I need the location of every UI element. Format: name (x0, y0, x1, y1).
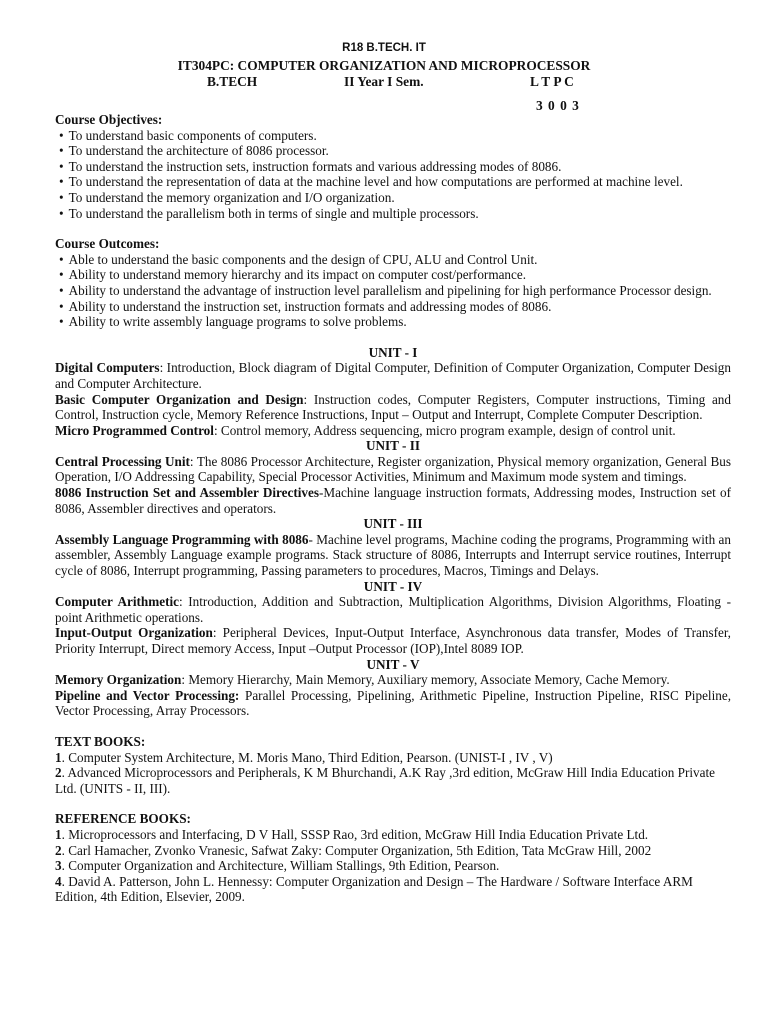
item-text: . Carl Hamacher, Zvonko Vranesic, Safwat Zaky: Computer Organization, 5th Edition, Tata McGraw Hill, 2002 (61, 842, 652, 858)
topic-text: : Peripheral Devices, Input-Output Interface, Asynchronous data transfer, Modes of Transfer, Priority Interrupt, Direct memory Access, Input –Output Processor (IOP),Intel 8089 IOP. (55, 625, 731, 656)
unit-5-title: UNIT - V (366, 656, 420, 672)
textbook-item (55, 750, 731, 766)
topic-heading: Central Processing Unit (55, 453, 190, 469)
objectives-list (55, 128, 731, 222)
unit-5-para (55, 672, 731, 688)
topic-heading: Digital Computers (55, 360, 160, 376)
program-code: R18 B.TECH. IT (342, 42, 426, 54)
reference-item (55, 843, 731, 859)
list-item: • Ability to understand memory hierarchy and its impact on computer cost/performance. (55, 267, 731, 283)
unit-3-para (55, 532, 731, 579)
unit-1-para (55, 360, 731, 391)
outcomes-title: Course Outcomes: (55, 236, 160, 252)
list-item: • Able to understand the basic components and the design of CPU, ALU and Control Unit. (55, 252, 731, 268)
topic-heading: Memory Organization (55, 672, 182, 688)
credits-value: 3 0 0 3 (536, 98, 580, 113)
objectives-title: Course Objectives: (55, 112, 163, 127)
topic-text: Parallel Processing, Pipelining, Arithmetic Pipeline, Instruction Pipeline, RISC Pipeline, Vector Processing, Array Processors. (55, 687, 731, 719)
item-number: 2 (55, 842, 62, 858)
topic-text: : Memory Hierarchy, Main Memory, Auxiliary memory, Associate Memory, Cache Memory. (181, 672, 670, 688)
topic-text: : The 8086 Processor Architecture, Register organization, Physical memory organization, General Bus Operation, I/O Addressing Capability, Special Processor Activities, Minimum and Maximum mode system and timings. (55, 453, 731, 485)
textbook-item (55, 765, 731, 796)
unit-4-para (55, 594, 731, 625)
topic-text: : Instruction codes, Computer Registers, Computer instructions, Timing and Control, Instruction cycle, Memory Reference Instructions, Input – Output and Interrupt, Complete Computer Description. (55, 391, 731, 423)
item-number: 3 (55, 858, 62, 874)
unit-3-title: UNIT - III (363, 516, 423, 532)
topic-heading: Basic Computer Organization and Design (55, 391, 304, 407)
list-item: • To understand the memory organization and I/O organization. (55, 190, 731, 206)
topic-heading: 8086 Instruction Set and Assembler Directives (55, 485, 319, 501)
reference-item (55, 827, 731, 843)
unit-4-para (55, 625, 731, 656)
topic-heading: Assembly Language Programming with 8086 (55, 531, 309, 547)
topic-heading: Micro Programmed Control (55, 422, 214, 438)
topic-text: : Introduction, Addition and Subtraction, Multiplication Algorithms, Division Algorithms, Floating - point Arithmetic operations. (55, 594, 731, 625)
topic-heading: Pipeline and Vector Processing: (55, 687, 240, 703)
topic-text: -Machine language instruction formats, Addressing modes, Instruction set of 8086, Assembler directives and operators. (55, 485, 731, 516)
outcomes-list (55, 252, 731, 330)
list-item: • To understand the parallelism both in terms of single and multiple processors. (55, 206, 731, 222)
list-item: • Ability to understand the instruction set, instruction formats and addressing modes of 8086. (55, 299, 731, 315)
item-text: . Computer Organization and Architecture, William Stallings, 9th Edition, Pearson. (61, 858, 500, 874)
degree-label: B.TECH (207, 74, 258, 89)
year-sem-label: II Year I Sem. (344, 74, 424, 89)
list-item: • To understand the representation of data at the machine level and how computations are performed at machine level. (55, 174, 731, 190)
unit-2-title: UNIT - II (366, 438, 420, 454)
unit-2-para (55, 485, 731, 516)
list-item: • Ability to understand the advantage of instruction level parallelism and pipelining for high performance Processor design. (55, 283, 731, 299)
unit-1-para (55, 392, 731, 423)
topic-text: : Introduction, Block diagram of Digital Computer, Definition of Computer Organization, Computer Design and Computer Architecture. (55, 360, 731, 391)
item-text: . Computer System Architecture, M. Moris Mano, Third Edition, Pearson. (UNIST-I , IV , V) (61, 749, 553, 765)
unit-1-para (55, 423, 731, 439)
course-title: IT304PC: COMPUTER ORGANIZATION AND MICROPROCESSOR (177, 58, 591, 73)
list-item: • To understand the architecture of 8086 processor. (55, 143, 731, 159)
topic-heading: Input-Output Organization (55, 625, 213, 641)
topic-heading: Computer Arithmetic (55, 594, 180, 610)
ltpc-label: L T P C (530, 74, 574, 89)
item-text: . Microprocessors and Interfacing, D V Hall, SSSP Rao, 3rd edition, McGraw Hill India Education Private Ltd. (61, 826, 649, 842)
references-title: REFERENCE BOOKS: (55, 811, 191, 827)
reference-item (55, 858, 731, 874)
unit-4-title: UNIT - IV (363, 578, 423, 594)
syllabus-content (55, 112, 731, 905)
item-number: 4 (55, 873, 62, 889)
unit-1-title: UNIT - I (368, 344, 418, 360)
item-text: . Advanced Microprocessors and Peripherals, K M Bhurchandi, A.K Ray ,3rd edition, McGraw Hill India Education Private Ltd. (UNITS - II, III). (55, 765, 715, 796)
item-number: 2 (55, 765, 62, 781)
textbooks-title: TEXT BOOKS: (55, 733, 146, 749)
item-number: 1 (55, 826, 62, 842)
item-text: . David A. Patterson, John L. Hennessy: Computer Organization and Design – The Hardware / Software Interface ARM Edition, 4th Edition, Elsevier, 2009. (55, 873, 693, 905)
list-item: • To understand the instruction sets, instruction formats and various addressing modes of 8086. (55, 159, 731, 175)
list-item: • To understand basic components of computers. (55, 128, 731, 144)
topic-text: : Control memory, Address sequencing, micro program example, design of control unit. (213, 422, 676, 438)
item-number: 1 (55, 749, 62, 765)
topic-text: - Machine level programs, Machine coding the programs, Programming with an assembler, Assembly Language example programs. Stack structure of 8086, Interrupts and Interrupt service routines, Interrupt cycle of 8086, Interrupt programming, Passing parameters to procedures, Macros, Timings and Delays. (55, 531, 731, 579)
unit-5-para (55, 688, 731, 719)
list-item: • Ability to write assembly language programs to solve problems. (55, 314, 731, 330)
reference-item (55, 874, 731, 905)
unit-2-para (55, 454, 731, 485)
